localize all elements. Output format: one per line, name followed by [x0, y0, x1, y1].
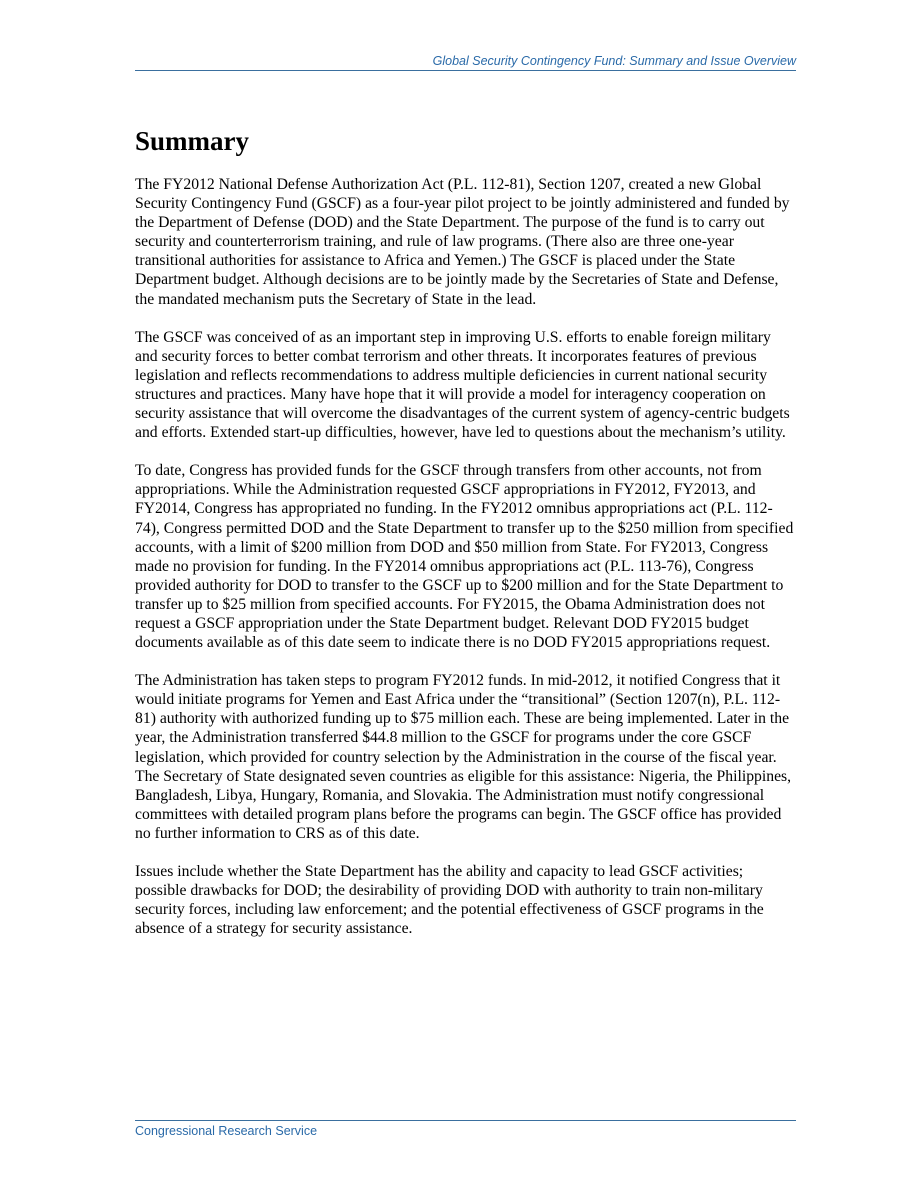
section-heading: Summary	[135, 126, 249, 156]
summary-section	[135, 124, 796, 957]
page-header	[135, 54, 796, 71]
page-footer	[135, 1120, 796, 1139]
body-paragraph: The FY2012 National Defense Authorization Act (P.L. 112-81), Section 1207, created a new Global Security Contingency Fund (GSCF) as a four-year pilot project to be jointly administered and funded by the Department of Defense (DOD) and the State Department. The purpose of the fund is to carry out security and counterterrorism training, and rule of law programs. (There also are three one-year transitional authorities for assistance to Africa and Yemen.) The GSCF is placed under the State Department budget. Although decisions are to be jointly made by the Secretaries of State and Defense, the mandated mechanism puts the Secretary of State in the lead.	[135, 176, 790, 308]
running-title: Global Security Contingency Fund: Summary and Issue Overview	[432, 54, 796, 68]
footer-organization: Congressional Research Service	[135, 1124, 318, 1138]
body-paragraph: To date, Congress has provided funds for the GSCF through transfers from other accounts, not from appropriations. While the Administration requested GSCF appropriations in FY2012, FY2013, and FY2014, Congress has appropriated no funding. In the FY2012 omnibus appropriations act (P.L. 112-74), Congress permitted DOD and the State Department to transfer up to the $250 million from specified accounts, with a limit of $200 million from DOD and $50 million from State. For FY2013, Congress made no provision for funding. In the FY2014 omnibus appropriations act (P.L. 113-76), Congress provided authority for DOD to transfer to the GSCF up to $200 million and for the State Department to transfer up to $25 million from specified accounts. For FY2015, the Obama Administration does not request a GSCF appropriation under the State Department budget. Relevant DOD FY2015 budget documents available as of this date seem to indicate there is no DOD FY2015 appropriations request.	[135, 462, 794, 652]
body-paragraph: The Administration has taken steps to program FY2012 funds. In mid-2012, it notified Congress that it would initiate programs for Yemen and East Africa under the “transitional” (Section 1207(n), P.L. 112-81) authority with authorized funding up to $75 million each. These are being implemented. Later in the year, the Administration transferred $44.8 million to the GSCF for programs under the core GSCF legislation, which provided for country selection by the Administration in the course of the fiscal year. The Secretary of State designated seven countries as eligible for this assistance: Nigeria, the Philippines, Bangladesh, Libya, Hungary, Romania, and Slovakia. The Administration must notify congressional committees with detailed program plans before the programs can begin. The GSCF office has provided no further information to CRS as of this date.	[135, 672, 792, 842]
body-paragraph: Issues include whether the State Department has the ability and capacity to lead GSCF activities; possible drawbacks for DOD; the desirability of providing DOD with authority to train non-military security forces, including law enforcement; and the potential effectiveness of GSCF programs in the absence of a strategy for security assistance.	[135, 863, 764, 938]
body-paragraph: The GSCF was conceived of as an important step in improving U.S. efforts to enable foreign military and security forces to better combat terrorism and other threats. It incorporates features of previous legislation and reflects recommendations to address multiple deficiencies in current national security structures and practices. Many have hope that it will provide a model for interagency cooperation on security assistance that will overcome the disadvantages of the current system of agency-centric budgets and efforts. Extended start-up difficulties, however, have led to questions about the mechanism’s utility.	[135, 328, 790, 442]
